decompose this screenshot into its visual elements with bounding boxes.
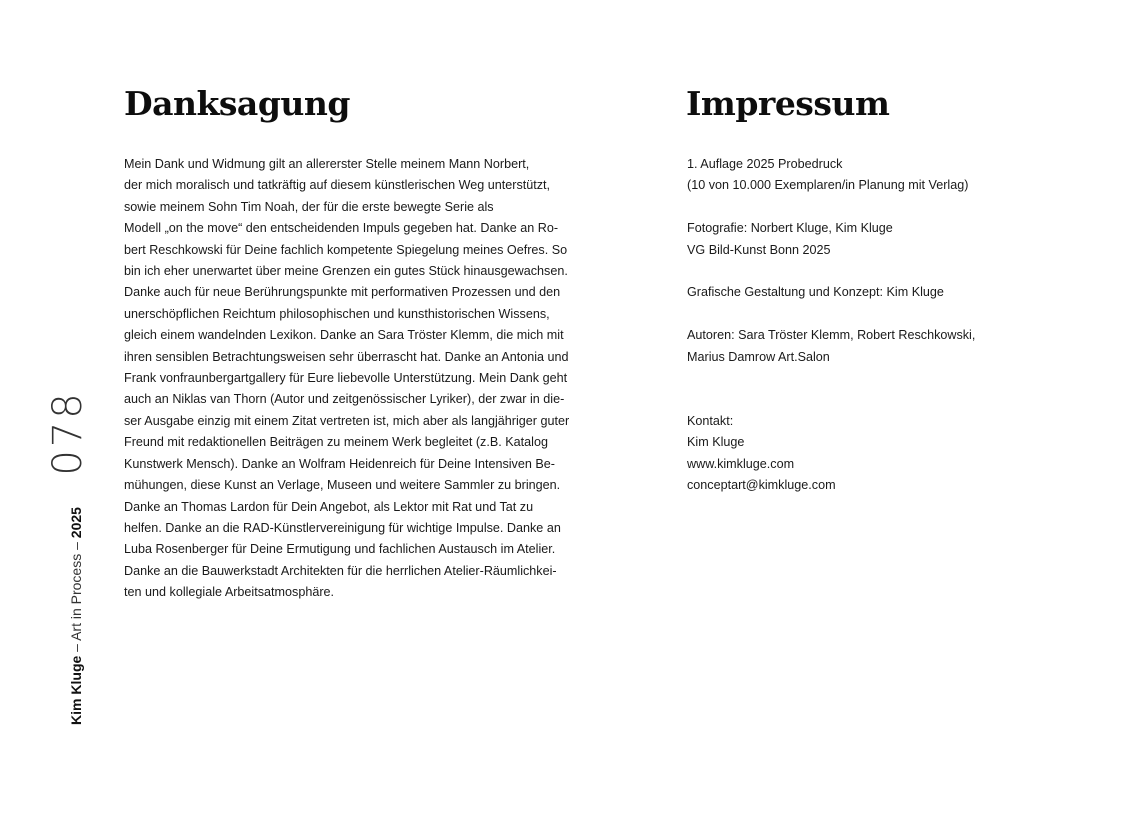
spine-series: – Art in Process –	[68, 538, 84, 656]
authors-line: Autoren: Sara Tröster Klemm, Robert Reschkowski,	[687, 328, 976, 343]
photography-line: Fotografie: Norbert Kluge, Kim Kluge	[687, 221, 893, 236]
text-line: Freund mit redaktionellen Beiträgen zu meinem Werk begleitet (z.B. Katalog	[124, 435, 548, 450]
text-line: helfen. Danke an die RAD-Künstlervereinigung für wichtige Impulse. Danke an	[124, 520, 561, 535]
authors-line: Marius Damrow Art.Salon	[687, 349, 830, 364]
text-line: Frank vonfraunbergartgallery für Eure liebevolle Unterstützung. Mein Dank geht	[124, 371, 568, 386]
contact-label: Kontakt:	[687, 413, 734, 428]
text-line: Mein Dank und Widmung gilt an allererster Stelle meinem Mann Norbert,	[124, 157, 530, 171]
text-line: auch an Niklas van Thorn (Autor und zeitgenössischer Lyriker), der zwar in die-	[124, 392, 565, 407]
text-line: Luba Rosenberger für Deine Ermutigung und fachlichen Austausch im Atelier.	[124, 542, 556, 557]
text-line: bin ich eher unerwartet über meine Grenzen ein gutes Stück hinausgewachsen.	[124, 264, 568, 279]
contact-email: conceptart@kimkluge.com	[687, 478, 836, 493]
contact-website: www.kimkluge.com	[687, 456, 795, 471]
text-line: gleich einem wandelnden Lexikon. Danke an Sara Tröster Klemm, die mich mit	[124, 328, 564, 343]
text-line: ten und kollegiale Arbeitsatmosphäre.	[124, 585, 335, 600]
spine-text	[68, 507, 84, 725]
contact-name: Kim Kluge	[687, 435, 745, 450]
spine-title	[62, 496, 90, 736]
text-line: Danke auch für neue Berührungspunkte mit performativen Prozessen und den	[124, 285, 561, 300]
spine-year: 2025	[68, 507, 84, 539]
impressum-heading: Impressum	[686, 84, 890, 123]
page-number	[45, 390, 91, 476]
spine-author: Kim Kluge	[68, 655, 84, 725]
text-line: ihren sensiblen Betrachtungsweisen sehr überrascht hat. Danke an Antonia und	[124, 349, 569, 364]
text-line: Modell „on the move“ den entscheidenden Impuls gegeben hat. Danke an Ro-	[124, 221, 559, 236]
page-number-text: 078	[45, 390, 91, 476]
vg-line: VG Bild-Kunst Bonn 2025	[687, 242, 831, 257]
text-line: der mich moralisch und tatkräftig auf diesem künstlerischen Weg unterstützt,	[124, 178, 551, 193]
text-line: unerschöpflichen Reichtum philosophischen und kunsthistorischen Wissens,	[124, 306, 550, 321]
acknowledgement-heading: Danksagung	[124, 84, 350, 123]
copies-line: (10 von 10.000 Exemplaren/in Planung mit Verlag)	[687, 178, 969, 193]
text-line: mühungen, diese Kunst an Verlage, Museen und weitere Sammler zu bringen.	[124, 478, 561, 493]
edition-line: 1. Auflage 2025 Probedruck	[687, 157, 843, 171]
text-line: Kunstwerk Mensch). Danke an Wolfram Heidenreich für Deine Intensiven Be-	[124, 456, 555, 471]
design-line: Grafische Gestaltung und Konzept: Kim Kluge	[687, 285, 944, 300]
text-line: ser Ausgabe einzig mit einem Zitat vertreten ist, mich aber als langjähriger guter	[124, 413, 570, 428]
text-line: bert Reschkowski für Deine fachlich kompetente Spiegelung meines Oefres. So	[124, 242, 568, 257]
text-line: Danke an Thomas Lardon für Dein Angebot, als Lektor mit Rat und Tat zu	[124, 499, 534, 514]
acknowledgement-text	[124, 154, 584, 604]
text-line: sowie meinem Sohn Tim Noah, der für die erste bewegte Serie als	[124, 199, 494, 214]
text-line: Danke an die Bauwerkstadt Architekten für die herrlichen Atelier-Räumlichkei-	[124, 563, 557, 578]
impressum-block	[687, 154, 1067, 496]
